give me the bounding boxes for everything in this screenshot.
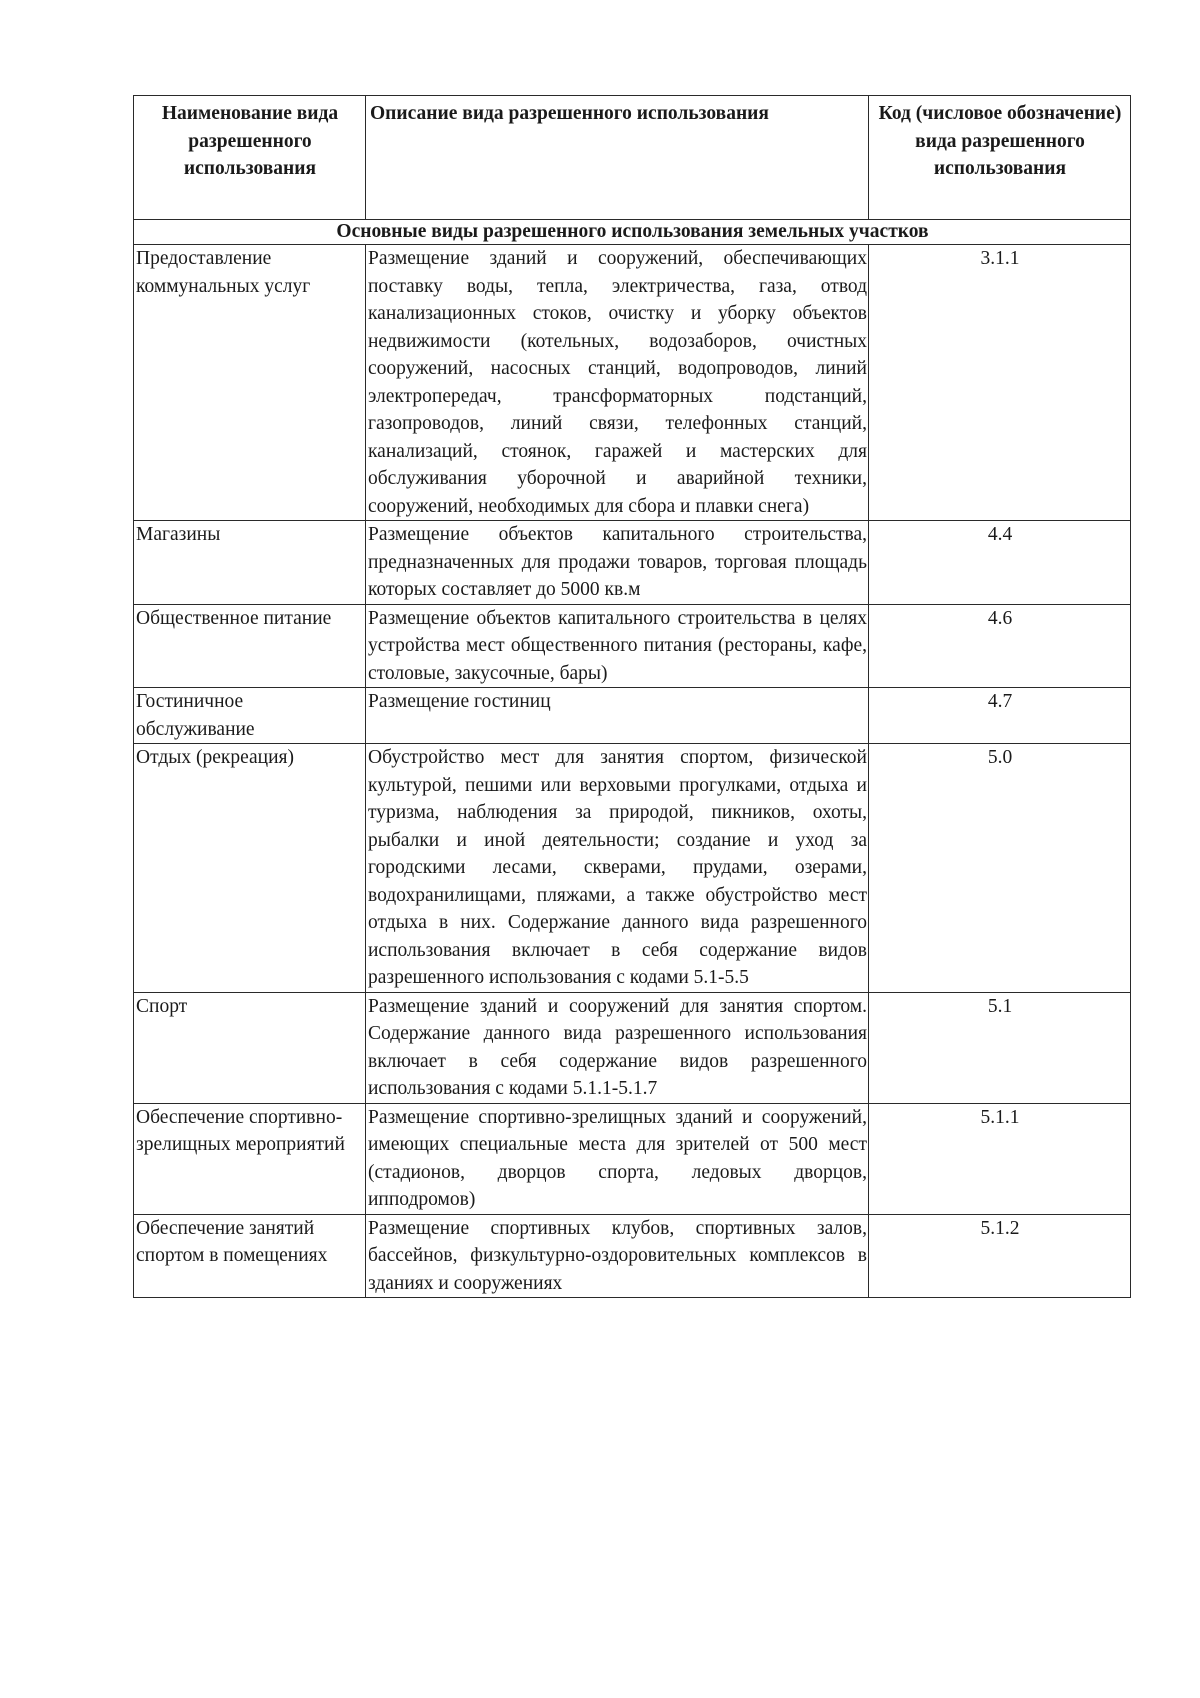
row-name: Общественное питание: [134, 604, 366, 688]
row-code: 5.1.1: [869, 1103, 1131, 1214]
section-title: Основные виды разрешенного использования земельных участков: [134, 220, 1131, 245]
row-name: Обеспечение спортивно-зрелищных мероприятий: [134, 1103, 366, 1214]
row-name: Спорт: [134, 992, 366, 1103]
table-row: [134, 1214, 1131, 1298]
section-row: [134, 220, 1131, 245]
row-name: Гостиничное обслуживание: [134, 688, 366, 744]
row-code: 5.1: [869, 992, 1131, 1103]
table-row: [134, 245, 1131, 521]
row-code: 4.6: [869, 604, 1131, 688]
row-name: Предоставление коммунальных услуг: [134, 245, 366, 521]
row-description: Размещение зданий и сооружений для занятия спортом. Содержание данного вида разрешенного использования включает в себя содержание видов разрешенного использования с кодами 5.1.1-5.1.7: [366, 992, 869, 1103]
row-description: Размещение объектов капитального строительства в целях устройства мест общественного питания (рестораны, кафе, столовые, закусочные, бары): [366, 604, 869, 688]
header-name: Наименование вида разрешенного использования: [134, 96, 366, 220]
land-use-table: [133, 95, 1131, 1298]
row-code: 3.1.1: [869, 245, 1131, 521]
header-code: Код (числовое обозначение) вида разрешенного использования: [869, 96, 1131, 220]
row-code: 5.1.2: [869, 1214, 1131, 1298]
row-code: 4.4: [869, 521, 1131, 605]
table-row: [134, 992, 1131, 1103]
row-description: Размещение спортивно-зрелищных зданий и сооружений, имеющих специальные места для зрителей от 500 мест (стадионов, дворцов спорта, ледовых дворцов, ипподромов): [366, 1103, 869, 1214]
table-row: [134, 521, 1131, 605]
row-name: Магазины: [134, 521, 366, 605]
row-description: Размещение спортивных клубов, спортивных залов, бассейнов, физкультурно-оздоровительных комплексов в зданиях и сооружениях: [366, 1214, 869, 1298]
table-row: [134, 744, 1131, 993]
row-code: 5.0: [869, 744, 1131, 993]
row-description: Размещение зданий и сооружений, обеспечивающих поставку воды, тепла, электричества, газа, отвод канализационных стоков, очистку и уборку объектов недвижимости (котельных, водозаборов, очистных сооружений, насосных станций, водопроводов, линий электропередач, трансформаторных подстанций, газопроводов, линий связи, телефонных станций, канализаций, стоянок, гаражей и мастерских для обслуживания уборочной и аварийной техники, сооружений, необходимых для сбора и плавки снега): [366, 245, 869, 521]
table-row: [134, 1103, 1131, 1214]
row-description: Обустройство мест для занятия спортом, физической культурой, пешими или верховыми прогулками, отдыха и туризма, наблюдения за природой, пикников, охоты, рыбалки и иной деятельности; создание и уход за городскими лесами, скверами, прудами, озерами, водохранилищами, пляжами, а также обустройство мест отдыха в них. Содержание данного вида разрешенного использования включает в себя содержание видов разрешенного использования с кодами 5.1-5.5: [366, 744, 869, 993]
row-code: 4.7: [869, 688, 1131, 744]
table-row: [134, 604, 1131, 688]
table-row: [134, 688, 1131, 744]
header-description: Описание вида разрешенного использования: [366, 96, 869, 220]
row-description: Размещение объектов капитального строительства, предназначенных для продажи товаров, торговая площадь которых составляет до 5000 кв.м: [366, 521, 869, 605]
table-header-row: [134, 96, 1131, 220]
document-page: [133, 95, 1130, 1298]
row-name: Обеспечение занятий спортом в помещениях: [134, 1214, 366, 1298]
row-name: Отдых (рекреация): [134, 744, 366, 993]
row-description: Размещение гостиниц: [366, 688, 869, 744]
